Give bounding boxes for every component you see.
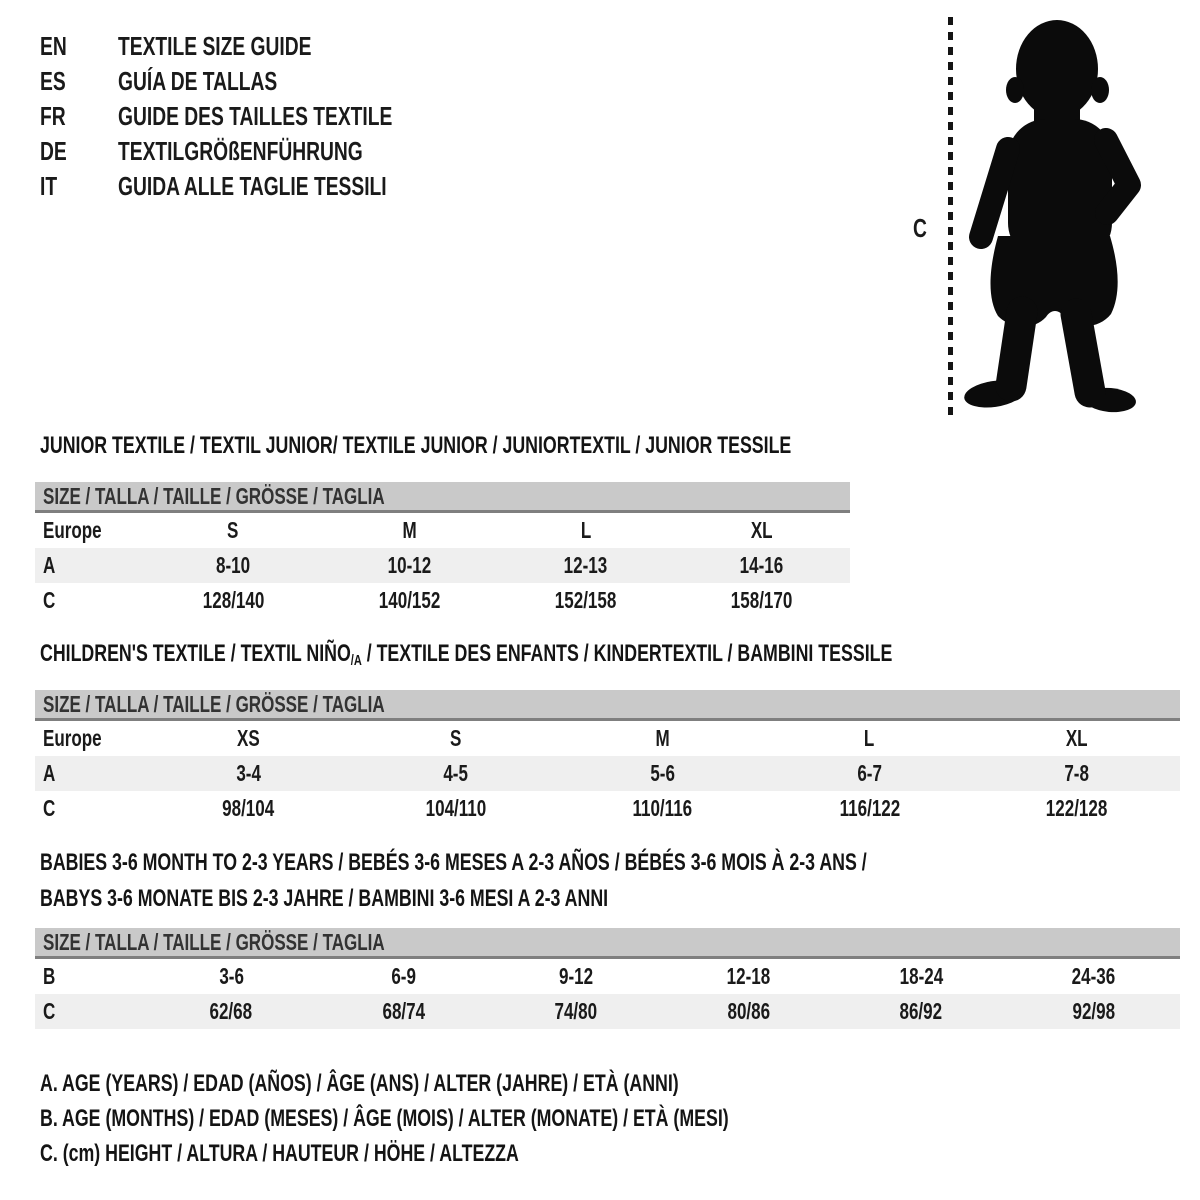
size-header: XS bbox=[237, 725, 260, 751]
value-cell bbox=[145, 963, 318, 990]
language-code: DE bbox=[40, 136, 67, 166]
age-value: 7-8 bbox=[1064, 760, 1089, 786]
size-header: XL bbox=[1065, 725, 1088, 751]
value-cell bbox=[352, 795, 559, 822]
value-cell bbox=[321, 552, 497, 579]
language-title: TEXTILE SIZE GUIDE bbox=[118, 31, 312, 61]
row-label-cell bbox=[35, 998, 145, 1025]
region-label: Europe bbox=[43, 725, 102, 751]
height-value: 98/104 bbox=[222, 795, 275, 821]
height-value: 68/74 bbox=[382, 998, 426, 1024]
value-cell bbox=[674, 587, 850, 614]
value-cell bbox=[321, 587, 497, 614]
babies-size-table bbox=[35, 928, 1180, 1029]
footnote-b-slot bbox=[40, 1101, 971, 1136]
children-heading-suffix: / TEXTILE DES ENFANTS / KINDERTEXTIL / BAMBINI TESSILE bbox=[361, 640, 893, 667]
age-value: 3-4 bbox=[236, 760, 261, 786]
value-cell bbox=[559, 760, 766, 787]
height-value: 140/152 bbox=[378, 587, 441, 613]
height-value: 86/92 bbox=[899, 998, 943, 1024]
language-title-slot bbox=[118, 101, 489, 132]
size-bar-label: SIZE / TALLA / TAILLE / GRÖSSE / TAGLIA bbox=[43, 690, 385, 717]
size-header-cell bbox=[498, 517, 674, 544]
height-value: 80/86 bbox=[727, 998, 771, 1024]
children-age-row bbox=[35, 756, 1180, 791]
size-header: M bbox=[402, 517, 417, 543]
row-label: B bbox=[43, 963, 56, 989]
value-cell bbox=[766, 760, 973, 787]
language-title: GUÍA DE TALLAS bbox=[118, 66, 278, 96]
footnote-c: C. (cm) HEIGHT / ALTURA / HAUTEUR / HÖHE / ALTEZZA bbox=[40, 1139, 519, 1167]
size-header: L bbox=[864, 725, 875, 751]
row-label-cell bbox=[35, 963, 145, 990]
row-label: C bbox=[43, 998, 56, 1024]
row-label-cell bbox=[35, 587, 145, 614]
height-value: 116/122 bbox=[839, 795, 900, 821]
toddler-silhouette-icon bbox=[960, 14, 1142, 418]
region-label-cell bbox=[35, 725, 145, 752]
language-row bbox=[40, 99, 489, 134]
value-cell bbox=[1008, 963, 1181, 990]
value-cell bbox=[318, 998, 491, 1025]
height-value: 122/128 bbox=[1045, 795, 1108, 821]
babies-section-heading bbox=[40, 845, 1157, 917]
language-title-slot bbox=[118, 31, 489, 62]
language-code-slot bbox=[40, 136, 118, 167]
language-code-slot bbox=[40, 101, 118, 132]
region-label: Europe bbox=[43, 517, 102, 543]
height-measure-letter: C bbox=[913, 213, 927, 243]
height-value: 128/140 bbox=[202, 587, 264, 613]
language-code: ES bbox=[40, 66, 66, 96]
months-value: 6-9 bbox=[391, 963, 417, 989]
language-row bbox=[40, 29, 489, 64]
height-value: 62/68 bbox=[209, 998, 253, 1024]
age-value: 5-6 bbox=[650, 760, 675, 786]
row-label: A bbox=[43, 552, 56, 578]
language-row bbox=[40, 64, 489, 99]
value-cell bbox=[674, 552, 850, 579]
language-title-slot bbox=[118, 136, 489, 167]
language-title-slot bbox=[118, 171, 489, 202]
row-label-cell bbox=[35, 795, 145, 822]
language-code: EN bbox=[40, 31, 67, 61]
size-header-cell bbox=[321, 517, 497, 544]
value-cell bbox=[835, 963, 1008, 990]
size-bar-label: SIZE / TALLA / TAILLE / GRÖSSE / TAGLIA bbox=[43, 928, 385, 955]
months-value: 12-18 bbox=[726, 963, 771, 989]
children-heading-subscript: /A bbox=[350, 653, 362, 670]
children-size-table bbox=[35, 690, 1180, 826]
value-cell bbox=[973, 795, 1180, 822]
babies-size-bar bbox=[35, 928, 1180, 959]
junior-size-bar bbox=[35, 482, 850, 513]
row-label: C bbox=[43, 795, 56, 821]
children-header-row bbox=[35, 721, 1180, 756]
language-code-slot bbox=[40, 66, 118, 97]
junior-height-row bbox=[35, 583, 850, 618]
size-header: S bbox=[227, 517, 239, 543]
value-cell bbox=[490, 998, 663, 1025]
row-label: A bbox=[43, 760, 56, 786]
value-cell bbox=[145, 795, 352, 822]
age-value: 14-16 bbox=[740, 552, 784, 578]
language-title-block bbox=[40, 29, 489, 204]
size-header-cell bbox=[559, 725, 766, 752]
size-header-cell bbox=[145, 725, 352, 752]
babies-heading-line1-slot bbox=[40, 845, 1157, 881]
value-cell bbox=[559, 795, 766, 822]
size-header: XL bbox=[750, 517, 773, 543]
months-value: 9-12 bbox=[559, 963, 594, 989]
value-cell bbox=[352, 760, 559, 787]
row-label-cell bbox=[35, 760, 145, 787]
language-code: IT bbox=[40, 171, 58, 201]
height-value: 158/170 bbox=[731, 587, 793, 613]
children-heading-prefix: CHILDREN'S TEXTILE / TEXTIL NIÑO bbox=[40, 640, 351, 667]
value-cell bbox=[145, 998, 318, 1025]
babies-heading-line2-slot bbox=[40, 881, 1157, 917]
language-title-slot bbox=[118, 66, 489, 97]
junior-header-row bbox=[35, 513, 850, 548]
junior-size-table bbox=[35, 482, 850, 618]
age-value: 8-10 bbox=[216, 552, 251, 578]
age-value: 10-12 bbox=[387, 552, 432, 578]
height-value: 74/80 bbox=[554, 998, 598, 1024]
language-code-slot bbox=[40, 31, 118, 62]
row-label: C bbox=[43, 587, 56, 613]
language-row bbox=[40, 169, 489, 204]
size-header-cell bbox=[973, 725, 1180, 752]
babies-heading-line1: BABIES 3-6 MONTH TO 2-3 YEARS / BEBÉS 3-6 MESES A 2-3 AÑOS / BÉBÉS 3-6 MOIS À 2-3 ANS / bbox=[40, 849, 867, 876]
footnotes bbox=[40, 1066, 971, 1171]
language-title: GUIDA ALLE TAGLIE TESSILI bbox=[118, 171, 387, 201]
size-header: S bbox=[449, 725, 462, 751]
age-value: 12-13 bbox=[563, 552, 608, 578]
language-title: GUIDE DES TAILLES TEXTILE bbox=[118, 101, 393, 131]
language-code-slot bbox=[40, 171, 118, 202]
children-heading-text bbox=[40, 640, 892, 675]
months-value: 18-24 bbox=[899, 963, 944, 989]
value-cell bbox=[490, 963, 663, 990]
value-cell bbox=[498, 552, 674, 579]
language-title: TEXTILGRÖßENFÜHRUNG bbox=[118, 136, 363, 166]
babies-height-row bbox=[35, 994, 1180, 1029]
babies-months-row bbox=[35, 959, 1180, 994]
months-value: 24-36 bbox=[1071, 963, 1116, 989]
row-label-cell bbox=[35, 552, 145, 579]
footnote-a: A. AGE (YEARS) / EDAD (AÑOS) / ÂGE (ANS) / ALTER (JAHRE) / ETÀ (ANNI) bbox=[40, 1069, 679, 1097]
children-section-heading bbox=[40, 640, 1192, 675]
language-code: FR bbox=[40, 101, 66, 131]
language-row bbox=[40, 134, 489, 169]
size-header-cell bbox=[352, 725, 559, 752]
size-header: L bbox=[580, 517, 591, 543]
height-measure-label bbox=[913, 213, 932, 244]
value-cell bbox=[1008, 998, 1181, 1025]
value-cell bbox=[498, 587, 674, 614]
size-header: M bbox=[655, 725, 670, 751]
age-value: 4-5 bbox=[443, 760, 468, 786]
babies-heading-line2: BABYS 3-6 MONATE BIS 2-3 JAHRE / BAMBINI 3-6 MESI A 2-3 ANNI bbox=[40, 885, 609, 912]
size-header-cell bbox=[766, 725, 973, 752]
height-measure-dashed-line bbox=[948, 17, 953, 416]
value-cell bbox=[663, 963, 836, 990]
age-value: 6-7 bbox=[857, 760, 882, 786]
value-cell bbox=[145, 552, 321, 579]
height-value: 104/110 bbox=[425, 795, 486, 821]
value-cell bbox=[145, 760, 352, 787]
value-cell bbox=[766, 795, 973, 822]
size-header-cell bbox=[145, 517, 321, 544]
value-cell bbox=[318, 963, 491, 990]
months-value: 3-6 bbox=[218, 963, 244, 989]
value-cell bbox=[145, 587, 321, 614]
size-header-cell bbox=[674, 517, 850, 544]
junior-heading-text: JUNIOR TEXTILE / TEXTIL JUNIOR/ TEXTILE JUNIOR / JUNIORTEXTIL / JUNIOR TESSILE bbox=[40, 432, 792, 459]
region-label-cell bbox=[35, 517, 145, 544]
junior-section-heading bbox=[40, 432, 1055, 460]
height-value: 92/98 bbox=[1072, 998, 1116, 1024]
value-cell bbox=[973, 760, 1180, 787]
height-value: 152/158 bbox=[554, 587, 617, 613]
footnote-a-slot bbox=[40, 1066, 971, 1101]
value-cell bbox=[835, 998, 1008, 1025]
children-height-row bbox=[35, 791, 1180, 826]
children-size-bar bbox=[35, 690, 1180, 721]
footnote-b: B. AGE (MONTHS) / EDAD (MESES) / ÂGE (MOIS) / ALTER (MONATE) / ETÀ (MESI) bbox=[40, 1104, 729, 1132]
size-bar-label: SIZE / TALLA / TAILLE / GRÖSSE / TAGLIA bbox=[43, 482, 385, 509]
junior-age-row bbox=[35, 548, 850, 583]
value-cell bbox=[663, 998, 836, 1025]
footnote-c-slot bbox=[40, 1136, 971, 1171]
height-value: 110/116 bbox=[632, 795, 693, 821]
